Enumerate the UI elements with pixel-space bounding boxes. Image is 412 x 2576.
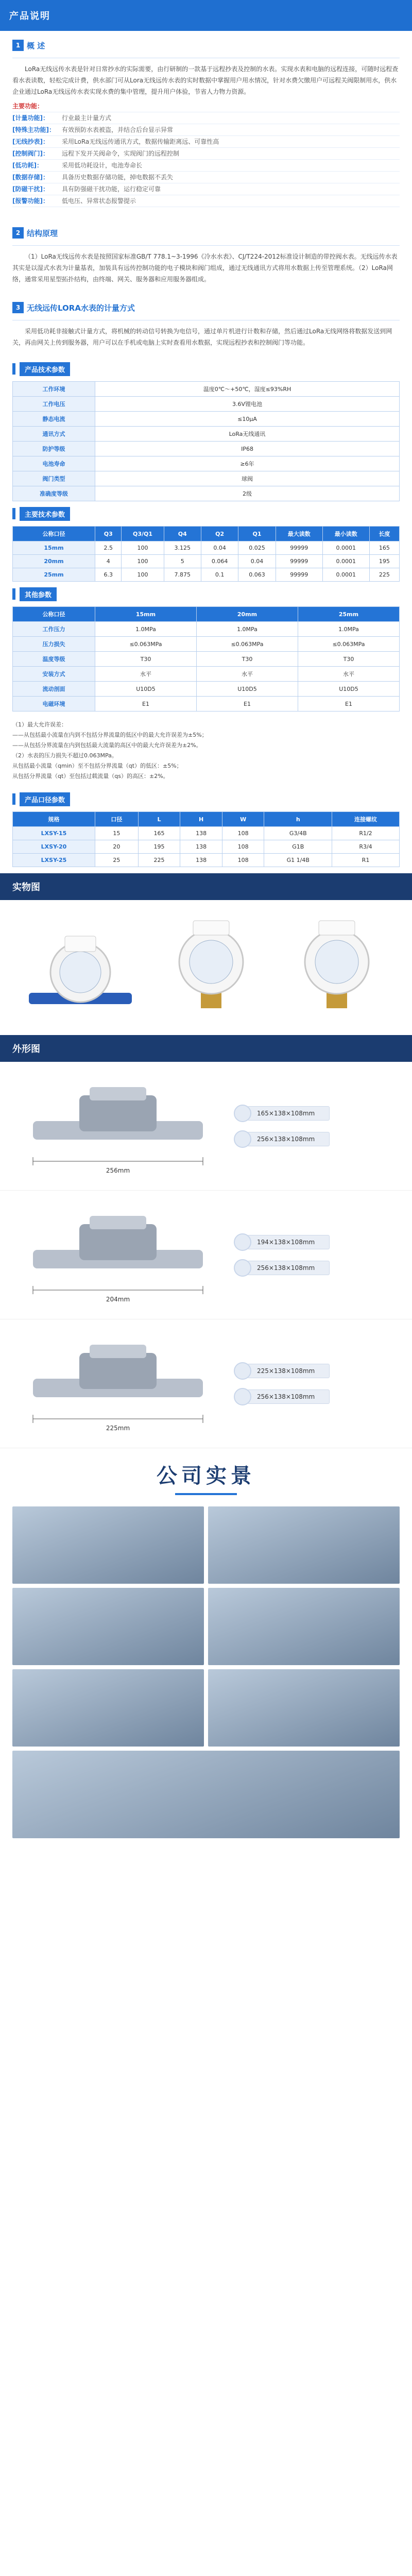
table-cell: 195 [369, 555, 399, 568]
overview-heading [12, 38, 400, 53]
table-cell: G1 1/4B [264, 854, 332, 867]
structure-text: （1）LoRa无线远传水表是按照国家标准GB/T 778.1~3-1996《冷水水表》、CJ/T224-2012标准设计制造的带控阀水表。无线远传水表其实是以湿式水表为计量基表，加装具有远传控制功能的电子模块和阀门组成，通过无线通讯方式将用水数据上传至管理系统。（2）LoRa网络，通常采用星型拓扑结构，由终端、网关、服务器和应用服务器组成。 [12, 253, 398, 283]
param-value: ≥6年 [95, 456, 400, 471]
company-title: 公司实景 [157, 1464, 255, 1488]
table-cell: ≤0.063MPa [197, 637, 298, 652]
table-cell: ≤0.063MPa [95, 637, 197, 652]
scheme-text: 采用低功耗非接触式计量方式，将机械的转动信号转换为电信号，通过单片机进行计数和存储，然后通过LoRa无线网络将数据发送到网关，再由网关上传到服务器，用户可以在手机或电脑上实时查看用水数据，实现远程抄表和控制阀门等功能。 [12, 328, 392, 346]
table-cell: 138 [180, 827, 222, 840]
structure-num: 2 [12, 227, 24, 239]
features-title: 主要功能： [12, 103, 44, 110]
param-key: 通讯方式 [13, 427, 95, 442]
dim-length: 256mm [106, 1166, 130, 1174]
scheme-heading [12, 300, 400, 315]
table-row [13, 412, 400, 427]
table-cell: 100 [122, 568, 164, 582]
performance-title: 主要技术参数 [20, 507, 70, 521]
param-key: 电池寿命 [13, 456, 95, 471]
meter-outline [12, 1204, 234, 1307]
heading-bar [12, 363, 15, 375]
table-header-row [13, 812, 400, 827]
meter-outline [12, 1332, 234, 1435]
company-photo [12, 1588, 204, 1665]
table-header: L [138, 812, 180, 827]
company-photo [208, 1669, 400, 1747]
table-cell: 工作压力 [13, 622, 95, 637]
company-gallery [0, 1500, 412, 1844]
table-header: Q1 [238, 527, 276, 541]
table-cell: 165 [138, 827, 180, 840]
feature-key: [特殊主功能]： [12, 126, 55, 133]
note-line: ——从包括最小流量在内到不包括分界流量的低区中的最大允许误差为±5%； [12, 732, 208, 738]
note-line: 从包括最小流量（qmin）至不包括分界流量（qt）的低区：±5%； [12, 762, 182, 769]
divider [12, 245, 400, 246]
table-cell: 压力损失 [13, 637, 95, 652]
feature-value: 采用低功耗设计，电池寿命长 [62, 162, 143, 169]
table-cell: E1 [197, 697, 298, 711]
table-cell: 水平 [197, 667, 298, 682]
dim-length: 225mm [106, 1424, 130, 1432]
meter-outline [12, 1075, 234, 1178]
dim-drawing [12, 1204, 234, 1307]
table-cell: R1/2 [332, 827, 400, 840]
table-cell: 0.064 [201, 555, 238, 568]
table-row [13, 667, 400, 682]
table-cell: 25 [95, 854, 139, 867]
performance-table [12, 526, 400, 582]
company-heading [0, 1448, 412, 1500]
water-meter-photo-1 [24, 916, 137, 1019]
table-cell: 水平 [95, 667, 197, 682]
table-row [13, 637, 400, 652]
table-header: H [180, 812, 222, 827]
table-cell: 225 [369, 568, 399, 582]
calibers-table [12, 811, 400, 867]
dim-row [0, 1062, 412, 1191]
table-cell: 0.04 [238, 555, 276, 568]
scheme-section [0, 293, 412, 357]
param-value: 球阀 [95, 471, 400, 486]
scheme-label: 无线远传LORA水表的计量方式 [27, 303, 135, 313]
feature-value: 采用LoRa无线远传通讯方式，数据传输距离远、可靠性高 [62, 138, 219, 145]
table-cell: 0.063 [238, 568, 276, 582]
param-key: 准确度等级 [13, 486, 95, 501]
feature-row [12, 159, 400, 171]
table-cell: T30 [298, 652, 400, 667]
table-cell: 165 [369, 541, 399, 555]
note-line: （1）最大允许误差： [12, 721, 67, 728]
table-header: 连接螺纹 [332, 812, 400, 827]
param-value: 3.6V锂电池 [95, 397, 400, 412]
table-header: 最大读数 [276, 527, 322, 541]
table-cell: 流动剖面 [13, 682, 95, 697]
feature-row [12, 183, 400, 195]
table-cell: 108 [222, 854, 264, 867]
table-row [13, 397, 400, 412]
table-row [13, 541, 400, 555]
dim-size-label: 256×138×108mm [247, 1132, 330, 1146]
meter-thumb-icon [234, 1362, 251, 1380]
performance-heading [12, 506, 400, 521]
table-cell: 138 [180, 840, 222, 854]
header-title: 产品说明 [9, 11, 50, 22]
company-photo [12, 1506, 204, 1584]
feature-row [12, 147, 400, 159]
water-meter-photo-2 [160, 910, 263, 1019]
heading-bar [12, 588, 15, 600]
company-underline [175, 1493, 237, 1495]
table-cell: 15mm [13, 541, 95, 555]
overview-text: LoRa无线远传水表是针对日常抄水的实际需要，由行研制的一款基于远程抄表及控制的水表。实现水表和电脑的远程连接，可随时远程查看水表读数，轻松完成计费，供水部门可从Lora无线远传水表的实时数据中掌握用户用水情况，针对水费欠缴用户可远程关阀限制用水，供水企业通过LoRa无线远传水表实现水费的集中管理，提升用户体验，节省人力物力资源。 [12, 65, 399, 95]
feature-row [12, 124, 400, 135]
feature-value: 远程下发开关阀命令，实现阀门的远程控制 [62, 150, 180, 157]
feature-key: [防磁干扰]： [12, 185, 49, 193]
table-cell: 1.0MPa [95, 622, 197, 637]
table-header: 公称口径 [13, 527, 95, 541]
table-cell: R3/4 [332, 840, 400, 854]
table-cell: 138 [180, 854, 222, 867]
dims-title: 外形图 [12, 1044, 40, 1055]
table-cell: 100 [122, 555, 164, 568]
table-header: 口径 [95, 812, 139, 827]
feature-key: [控制阀门]： [12, 150, 49, 157]
table-row [13, 555, 400, 568]
note-line: （2）水表的压力损失不超过0.063MPa。 [12, 752, 117, 759]
table-cell: U10D5 [95, 682, 197, 697]
dim-size-2 [234, 1259, 400, 1277]
dim-row [0, 1191, 412, 1319]
table-cell: 108 [222, 840, 264, 854]
product-photos [0, 900, 412, 1029]
feature-key: [报警功能]： [12, 197, 49, 205]
other-params-table [12, 606, 400, 711]
dim-size-1 [234, 1362, 400, 1380]
dim-size-2 [234, 1130, 400, 1148]
table-cell: 195 [138, 840, 180, 854]
note-line: 从包括分界流量（qt）至包括过载流量（qs）的高区：±2%。 [12, 773, 169, 779]
heading-bar [12, 793, 15, 805]
table-cell: U10D5 [298, 682, 400, 697]
table-cell: 0.0001 [322, 555, 369, 568]
table-header: 公称口径 [13, 607, 95, 622]
table-header: 长度 [369, 527, 399, 541]
dim-drawing [12, 1332, 234, 1435]
feature-value: 低电压、异常状态报警提示 [62, 197, 136, 205]
table-row [13, 456, 400, 471]
dim-size-label: 256×138×108mm [247, 1389, 330, 1404]
photos-title: 实物图 [12, 882, 40, 893]
param-value: LoRa无线通讯 [95, 427, 400, 442]
feature-key: [数据存储]： [12, 174, 49, 181]
dim-size-1 [234, 1233, 400, 1251]
photos-heading [0, 873, 412, 900]
company-photo [12, 1751, 400, 1838]
overview-num: 1 [12, 40, 24, 51]
other-params-heading [12, 587, 400, 601]
feature-row [12, 135, 400, 147]
meter-thumb-icon [234, 1233, 251, 1251]
feature-value: 行业最主计量方式 [62, 114, 112, 122]
table-cell: 安装方式 [13, 667, 95, 682]
table-cell: 99999 [276, 568, 322, 582]
meter-thumb-icon [234, 1259, 251, 1277]
company-photo [208, 1588, 400, 1665]
table-row [13, 486, 400, 501]
meter-thumb-icon [234, 1105, 251, 1122]
table-header: h [264, 812, 332, 827]
dim-labels [234, 1233, 400, 1277]
table-cell: 99999 [276, 555, 322, 568]
table-cell: 7.875 [164, 568, 201, 582]
table-cell: 225 [138, 854, 180, 867]
table-cell: 温度等级 [13, 652, 95, 667]
table-row [13, 622, 400, 637]
note-line: ——从包括分界流量在内到包括最大流量的高区中的最大允许误差为±2%。 [12, 742, 202, 749]
dim-row [0, 1319, 412, 1448]
table-row [13, 382, 400, 397]
table-cell: 0.1 [201, 568, 238, 582]
table-cell: 100 [122, 541, 164, 555]
table-header: 15mm [95, 607, 197, 622]
feature-row [12, 195, 400, 207]
structure-heading [12, 226, 400, 240]
water-meter-photo-3 [285, 910, 388, 1019]
table-row [13, 682, 400, 697]
dim-size-label: 165×138×108mm [247, 1106, 330, 1121]
table-row [13, 427, 400, 442]
other-params-title: 其他参数 [20, 587, 57, 601]
param-key: 阀门类型 [13, 471, 95, 486]
table-cell: 0.0001 [322, 541, 369, 555]
table-cell: 20mm [13, 555, 95, 568]
table-cell: 20 [95, 840, 139, 854]
table-cell: 3.125 [164, 541, 201, 555]
feature-key: [计量功能]： [12, 114, 49, 122]
dim-size-label: 225×138×108mm [247, 1364, 330, 1378]
feature-row [12, 171, 400, 183]
table-cell: ≤0.063MPa [298, 637, 400, 652]
feature-key: [低功耗]： [12, 162, 43, 169]
table-cell: T30 [95, 652, 197, 667]
dim-length: 204mm [106, 1295, 130, 1303]
dim-size-2 [234, 1388, 400, 1405]
table-row [13, 442, 400, 456]
dim-size-label: 256×138×108mm [247, 1261, 330, 1275]
structure-section [0, 218, 412, 293]
tech-params-table [12, 381, 400, 501]
feature-value: 具有防强磁干扰功能，运行稳定可靠 [62, 185, 161, 193]
dims-list [0, 1062, 412, 1448]
table-cell: 水平 [298, 667, 400, 682]
table-header-row [13, 607, 400, 622]
table-cell: 99999 [276, 541, 322, 555]
tech-params-heading [12, 362, 400, 376]
meter-thumb-icon [234, 1388, 251, 1405]
table-cell: E1 [298, 697, 400, 711]
meter-thumb-icon [234, 1130, 251, 1148]
table-cell: 25mm [13, 568, 95, 582]
structure-label: 结构原理 [27, 228, 58, 238]
table-header-row [13, 527, 400, 541]
table-cell: 2.5 [95, 541, 122, 555]
dim-size-1 [234, 1105, 400, 1122]
overview-section [0, 31, 412, 218]
param-value: 2级 [95, 486, 400, 501]
table-header: Q3 [95, 527, 122, 541]
table-header: Q2 [201, 527, 238, 541]
param-value: 温度0℃～+50℃，湿度≤93%RH [95, 382, 400, 397]
company-photo [12, 1669, 204, 1747]
features-list [12, 112, 400, 207]
dims-heading [0, 1035, 412, 1062]
table-cell: G1B [264, 840, 332, 854]
table-cell: LXSY-20 [13, 840, 95, 854]
company-photo [208, 1506, 400, 1584]
table-cell: 0.025 [238, 541, 276, 555]
table-header: 规格 [13, 812, 95, 827]
dim-labels [234, 1362, 400, 1405]
table-row [13, 854, 400, 867]
table-cell: LXSY-15 [13, 827, 95, 840]
table-cell: 0.04 [201, 541, 238, 555]
table-row [13, 840, 400, 854]
dim-drawing [12, 1075, 234, 1178]
dim-size-label: 194×138×108mm [247, 1235, 330, 1249]
calibers-heading [12, 792, 400, 806]
calibers-title: 产品口径参数 [20, 792, 70, 806]
feature-value: 有效预防水表被盗，并结合后台显示异常 [62, 126, 174, 133]
table-header: Q3/Q1 [122, 527, 164, 541]
table-cell: 1.0MPa [197, 622, 298, 637]
table-row [13, 697, 400, 711]
table-cell: 6.3 [95, 568, 122, 582]
param-key: 工作电压 [13, 397, 95, 412]
param-key: 静态电流 [13, 412, 95, 427]
notes-block [0, 717, 412, 787]
table-cell: R1 [332, 854, 400, 867]
features-block [12, 100, 400, 207]
table-header: 25mm [298, 607, 400, 622]
param-value: ≤10μA [95, 412, 400, 427]
table-header: Q4 [164, 527, 201, 541]
table-row [13, 471, 400, 486]
table-cell: 0.0001 [322, 568, 369, 582]
feature-value: 具备历史数据存储功能，掉电数据不丢失 [62, 174, 174, 181]
table-cell: 电磁环境 [13, 697, 95, 711]
heading-bar [12, 508, 15, 519]
table-row [13, 827, 400, 840]
table-row [13, 652, 400, 667]
dim-labels [234, 1105, 400, 1148]
table-row [13, 568, 400, 582]
table-cell: 5 [164, 555, 201, 568]
overview-label: 概 述 [27, 41, 45, 50]
param-key: 防护等级 [13, 442, 95, 456]
scheme-num: 3 [12, 302, 24, 313]
table-cell: 1.0MPa [298, 622, 400, 637]
table-cell: LXSY-25 [13, 854, 95, 867]
table-header: W [222, 812, 264, 827]
feature-key: [无线抄表]： [12, 138, 49, 145]
table-cell: G3/4B [264, 827, 332, 840]
tech-params-title: 产品技术参数 [20, 362, 70, 376]
feature-row [12, 112, 400, 124]
param-key: 工作环境 [13, 382, 95, 397]
table-header: 20mm [197, 607, 298, 622]
table-header: 最小读数 [322, 527, 369, 541]
table-cell: E1 [95, 697, 197, 711]
table-cell: U10D5 [197, 682, 298, 697]
table-cell: 4 [95, 555, 122, 568]
table-cell: 108 [222, 827, 264, 840]
param-value: IP68 [95, 442, 400, 456]
table-cell: T30 [197, 652, 298, 667]
table-cell: 15 [95, 827, 139, 840]
header-bar [0, 0, 412, 31]
